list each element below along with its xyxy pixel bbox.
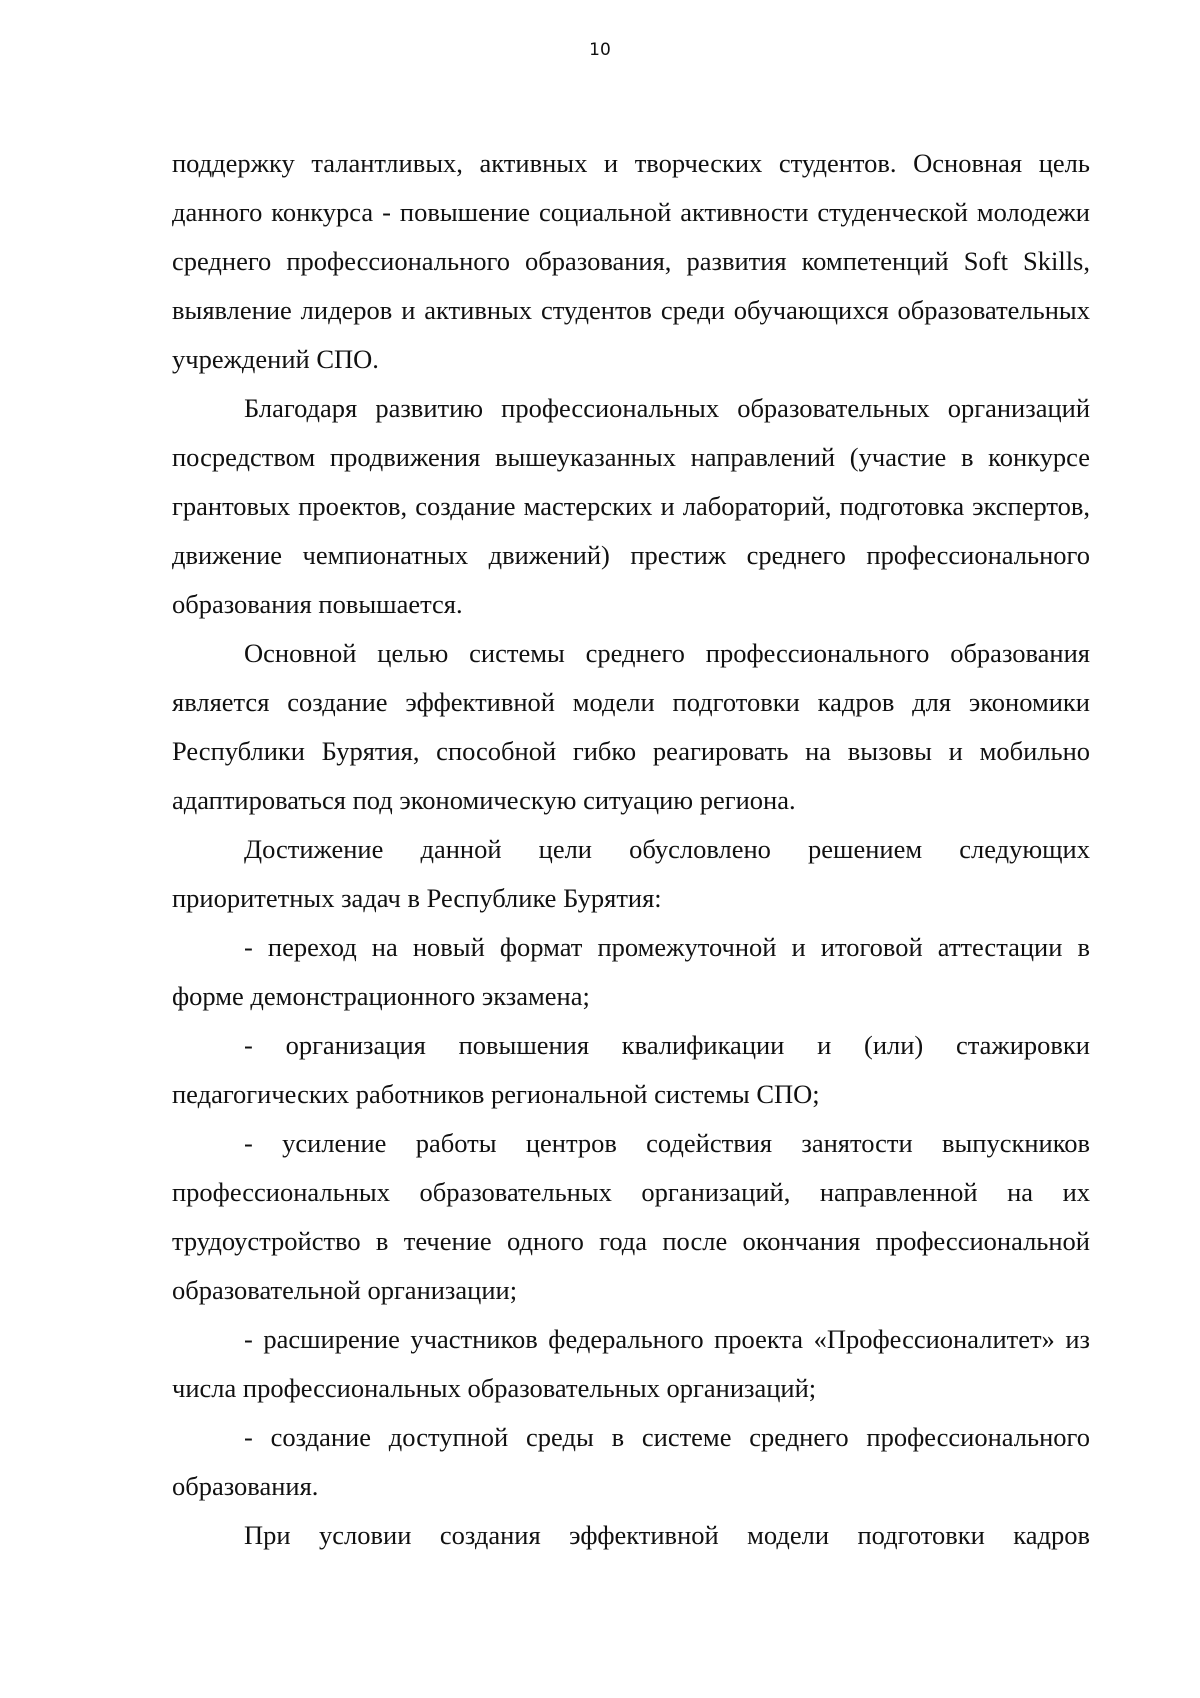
document-body — [172, 139, 1090, 1560]
paragraph-continuation: поддержку талантливых, активных и творческих студентов. Основная цель данного конкурса - повышение социальной активности студенческой молодежи среднего профессионального образования, развития компетенций Soft Skills, выявление лидеров и активных студентов среди обучающихся образовательных учреждений СПО. — [172, 148, 1090, 374]
list-item-qualification: - организация повышения квалификации и (или) стажировки педагогических работников региональной системы СПО; — [172, 1030, 1090, 1109]
paragraph-condition: При условии создания эффективной модели подготовки кадров — [244, 1520, 1090, 1550]
page-number: 10 — [589, 40, 611, 60]
paragraph-development: Благодаря развитию профессиональных образовательных организаций посредством продвижения вышеуказанных направлений (участие в конкурсе грантовых проектов, создание мастерских и лабораторий, подготовка экспертов, движение чемпионатных движений) престиж среднего профессионального образования повышается. — [172, 393, 1090, 619]
list-item-demo-exam: - переход на новый формат промежуточной и итоговой аттестации в форме демонстрационного экзамена; — [172, 932, 1090, 1011]
paragraph-tasks-intro: Достижение данной цели обусловлено решением следующих приоритетных задач в Республике Бурятия: — [172, 834, 1090, 913]
list-item-employment-centers: - усиление работы центров содействия занятости выпускников профессиональных образовательных организаций, направленной на их трудоустройство в течение одного года после окончания профессиональной образовательной организации; — [172, 1128, 1090, 1305]
list-item-accessible-environment: - создание доступной среды в системе среднего профессионального образования. — [172, 1422, 1090, 1501]
list-item-professionalitet: - расширение участников федерального проекта «Профессионалитет» из числа профессиональных образовательных организаций; — [172, 1324, 1090, 1403]
paragraph-main-goal: Основной целью системы среднего профессионального образования является создание эффективной модели подготовки кадров для экономики Республики Бурятия, способной гибко реагировать на вызовы и мобильно адаптироваться под экономическую ситуацию региона. — [172, 638, 1090, 815]
